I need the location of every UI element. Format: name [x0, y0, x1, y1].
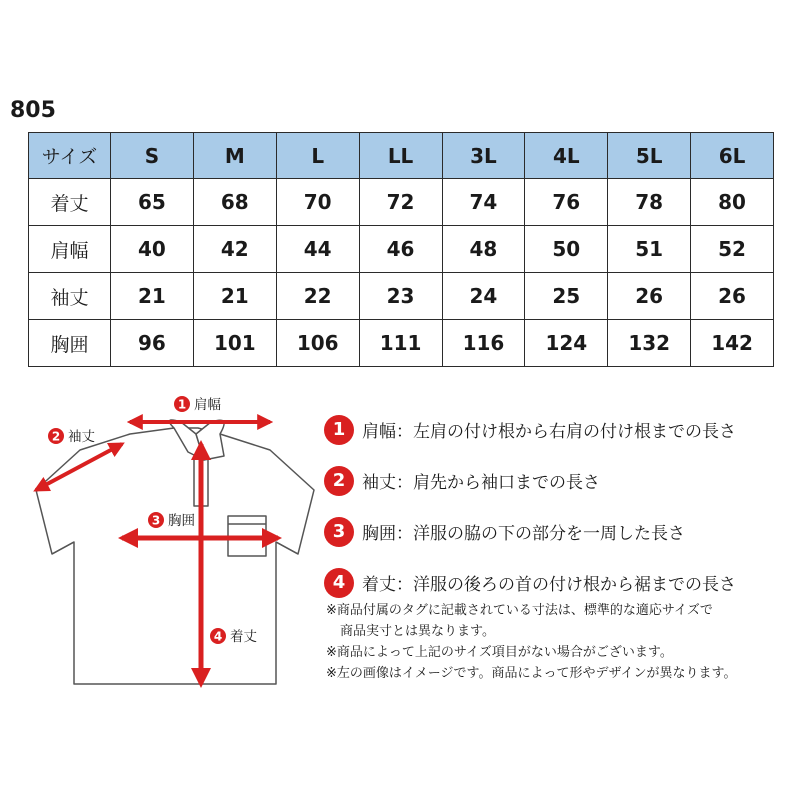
label-sleeve — [48, 428, 95, 445]
measurement-legend — [324, 404, 784, 608]
table-header-cell: L — [276, 133, 359, 179]
table-cell: 21 — [111, 273, 194, 320]
label-length — [210, 628, 257, 645]
table-header-cell: 3L — [442, 133, 525, 179]
label-shoulder — [174, 396, 221, 413]
table-header-cell: S — [111, 133, 194, 179]
notes — [326, 600, 786, 684]
svg-text:1: 1 — [177, 397, 187, 412]
table-cell: 26 — [608, 273, 691, 320]
table-cell: 42 — [193, 226, 276, 273]
table-header-cell: サイズ — [29, 133, 111, 179]
table-cell: 124 — [525, 320, 608, 367]
shirt-outline — [36, 420, 314, 684]
note-line: ※商品によって上記のサイズ項目がない場合がございます。 — [326, 645, 673, 660]
legend-text: 袖丈：肩先から袖口までの長さ — [362, 473, 600, 493]
table-header-cell: 4L — [525, 133, 608, 179]
table-cell: 111 — [359, 320, 442, 367]
svg-text:胸囲: 胸囲 — [168, 513, 195, 529]
table-cell: 24 — [442, 273, 525, 320]
table-header-cell: M — [193, 133, 276, 179]
legend-item — [324, 404, 784, 455]
legend-text: 肩幅：左肩の付け根から右肩の付け根までの長さ — [362, 422, 736, 442]
table-row — [29, 179, 774, 226]
table-cell: 116 — [442, 320, 525, 367]
number-badge: 4 — [324, 568, 354, 598]
table-cell: 50 — [525, 226, 608, 273]
note-line: ※商品付属のタグに記載されている寸法は、標準的な適応サイズで — [326, 603, 713, 618]
table-cell: 68 — [193, 179, 276, 226]
table-cell: 65 — [111, 179, 194, 226]
svg-text:2: 2 — [51, 429, 61, 444]
legend-item — [324, 455, 784, 506]
svg-text:着丈: 着丈 — [230, 629, 257, 645]
table-cell: 26 — [691, 273, 774, 320]
number-badge: 1 — [324, 415, 354, 445]
row-label: 肩幅 — [29, 226, 111, 273]
table-cell: 76 — [525, 179, 608, 226]
table-cell: 44 — [276, 226, 359, 273]
note-line: 商品実寸とは異なります。 — [340, 624, 495, 639]
svg-text:肩幅: 肩幅 — [194, 397, 221, 413]
table-cell: 74 — [442, 179, 525, 226]
table-cell: 96 — [111, 320, 194, 367]
table-header-cell: 5L — [608, 133, 691, 179]
row-label: 袖丈 — [29, 273, 111, 320]
label-chest — [148, 512, 195, 529]
table-cell: 46 — [359, 226, 442, 273]
number-badge: 3 — [324, 517, 354, 547]
table-cell: 40 — [111, 226, 194, 273]
row-label: 着丈 — [29, 179, 111, 226]
table-cell: 132 — [608, 320, 691, 367]
table-row — [29, 273, 774, 320]
svg-text:4: 4 — [213, 629, 223, 644]
svg-text:袖丈: 袖丈 — [68, 429, 95, 445]
table-cell: 23 — [359, 273, 442, 320]
table-row — [29, 320, 774, 367]
table-cell: 106 — [276, 320, 359, 367]
table-header-cell: 6L — [691, 133, 774, 179]
number-badge: 2 — [324, 466, 354, 496]
legend-item — [324, 506, 784, 557]
svg-text:3: 3 — [151, 513, 161, 528]
table-cell: 78 — [608, 179, 691, 226]
table-cell: 72 — [359, 179, 442, 226]
table-cell: 101 — [193, 320, 276, 367]
table-header-cell: LL — [359, 133, 442, 179]
note-line: ※左の画像はイメージです。商品によって形やデザインが異なります。 — [326, 666, 737, 681]
table-cell: 70 — [276, 179, 359, 226]
polo-shirt-diagram — [26, 384, 316, 690]
legend-text: 胸囲：洋服の脇の下の部分を一周した長さ — [362, 524, 685, 544]
row-label: 胸囲 — [29, 320, 111, 367]
table-cell: 51 — [608, 226, 691, 273]
size-table — [28, 132, 774, 367]
table-cell: 52 — [691, 226, 774, 273]
table-cell: 21 — [193, 273, 276, 320]
table-cell: 25 — [525, 273, 608, 320]
table-cell: 22 — [276, 273, 359, 320]
table-cell: 80 — [691, 179, 774, 226]
model-number: 805 — [10, 98, 56, 123]
table-cell: 142 — [691, 320, 774, 367]
table-cell: 48 — [442, 226, 525, 273]
table-header-row — [29, 133, 774, 179]
table-row — [29, 226, 774, 273]
legend-text: 着丈：洋服の後ろの首の付け根から裾までの長さ — [362, 575, 736, 595]
